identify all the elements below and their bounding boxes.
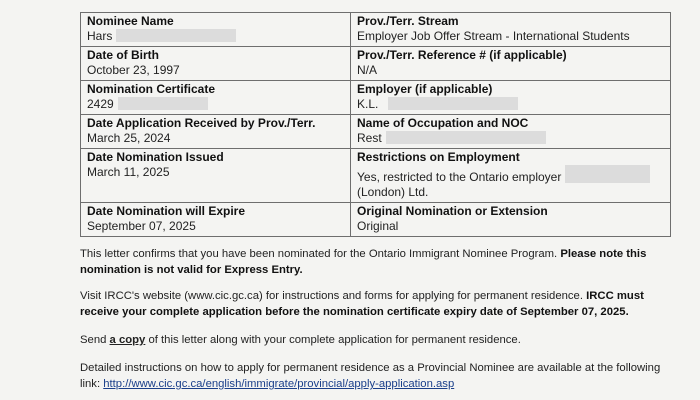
field-value: October 23, 1997 — [87, 63, 180, 77]
table-row — [81, 47, 671, 81]
field-value: Hars — [87, 29, 113, 43]
field-value: September 07, 2025 — [87, 219, 196, 233]
date-nomination-expire-cell — [81, 203, 351, 237]
apply-application-link[interactable]: http://www.cic.gc.ca/english/immigrate/provincial/apply-application.asp — [103, 378, 455, 390]
table-row — [81, 149, 671, 203]
date-nomination-issued-cell — [81, 149, 351, 203]
paragraph-bold-text: Please note this nomination is not valid for Express Entry. — [80, 248, 647, 276]
redaction-block — [388, 97, 518, 110]
confirmation-paragraph — [80, 246, 670, 278]
original-or-extension-cell — [351, 203, 671, 237]
field-label: Nomination Certificate — [87, 82, 216, 96]
field-value: March 25, 2024 — [87, 131, 171, 145]
paragraph-text: Visit IRCC's website (www.cic.gc.ca) for instructions and forms for applying for permanent residence. — [80, 290, 583, 302]
field-value: Rest — [357, 131, 382, 145]
field-value: Employer Job Offer Stream - International Students — [357, 29, 630, 43]
field-label: Date Application Received by Prov./Terr. — [87, 116, 316, 130]
paragraph-text: This letter confirms that you have been nominated for the Ontario Immigrant Nominee Program. — [80, 248, 558, 260]
date-of-birth-cell — [81, 47, 351, 81]
instructions-paragraph — [80, 360, 670, 392]
reference-cell — [351, 47, 671, 81]
nomination-details-table — [80, 12, 671, 237]
field-label: Prov./Terr. Stream — [357, 14, 459, 28]
stream-cell — [351, 13, 671, 47]
restrictions-cell — [351, 149, 671, 203]
table-row — [81, 13, 671, 47]
send-copy-paragraph — [80, 332, 670, 348]
copy-emphasis: a copy — [109, 334, 146, 346]
field-value-continued: (London) Ltd. — [357, 185, 429, 199]
nomination-certificate-cell — [81, 81, 351, 115]
redaction-block — [386, 131, 546, 144]
paragraph-text: Detailed instructions on how to apply for permanent residence as a Provincial Nominee are available at the following link: — [80, 362, 661, 390]
table-row — [81, 81, 671, 115]
field-label: Date Nomination will Expire — [87, 204, 246, 218]
field-value: K.L. — [357, 97, 379, 111]
field-label: Employer (if applicable) — [357, 82, 493, 96]
field-value: Yes, restricted to the Ontario employer — [357, 170, 562, 184]
redaction-block — [116, 29, 236, 42]
table-row — [81, 115, 671, 149]
field-value: 2429 — [87, 97, 114, 111]
paragraph-text: Send — [80, 334, 107, 346]
field-label: Date Nomination Issued — [87, 150, 224, 164]
field-value: N/A — [357, 63, 378, 77]
ircc-paragraph — [80, 288, 670, 320]
nominee-name-cell — [81, 13, 351, 47]
field-value: March 11, 2025 — [87, 165, 170, 179]
redaction-block — [118, 97, 208, 110]
table-row — [81, 203, 671, 237]
field-value: Original — [357, 219, 399, 233]
field-label: Date of Birth — [87, 48, 159, 62]
paragraph-bold-text: IRCC must receive your complete application before the nomination certificate expiry date of September 07, 2025. — [80, 290, 644, 318]
field-label: Restrictions on Employment — [357, 150, 520, 164]
paragraph-text: of this letter along with your complete application for permanent residence. — [148, 334, 521, 346]
field-label: Prov./Terr. Reference # (if applicable) — [357, 48, 567, 62]
date-application-received-cell — [81, 115, 351, 149]
employer-cell — [351, 81, 671, 115]
redaction-block — [565, 165, 650, 183]
field-label: Nominee Name — [87, 14, 174, 28]
occupation-noc-cell — [351, 115, 671, 149]
field-label: Name of Occupation and NOC — [357, 116, 529, 130]
field-label: Original Nomination or Extension — [357, 204, 548, 218]
